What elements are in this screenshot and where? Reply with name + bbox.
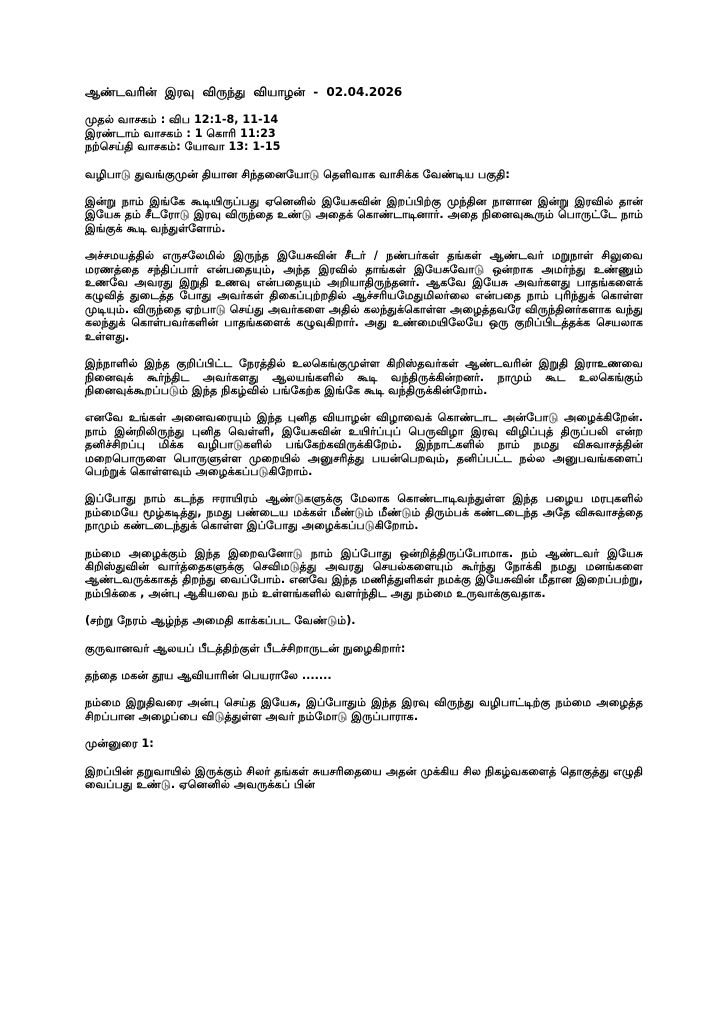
readings-list: [85, 113, 643, 153]
introduction-heading: முன்னுரை 1:: [85, 737, 154, 751]
document-title: ஆண்டவரின் இரவு விருந்து வியாழன் - 02.04.2026: [85, 85, 403, 99]
entrance-instruction: குருவானவர் ஆலயப் பீடத்திற்குள் பீடச்சிறாருடன் நுழைகிறார்:: [85, 641, 406, 655]
paragraph-worldwide: இந்நாளில் இந்த குறிப்பிட்ட நேரத்தில் உலகெங்குமுள்ள கிறிஸ்தவர்கள் ஆண்டவரின் இறுதி இராஉணவை நினைவுக் கூர்ந்திட அவர்களது ஆலயங்களில் கூடி வந்திருக்கின்றனர். நாமும் கூட உலகெங்கும் நினைவுக்கூறப்படும் இந்த நிகழ்வில் பங்கேற்க இங்கே கூடி வந்திருக்கின்றோம்.: [85, 357, 643, 397]
paragraph-invitation: எனவே உங்கள் அனைவரையும் இந்த புனித வியாழன் விழாவைக் கொண்டாட அன்போடு அழைக்கிறேன். நாம் இன்றிலிருந்து புனித வெள்ளி, இயேசுவின் உயிர்ப்புப் பெருவிழா இரவு விழிப்புத் திருப்பலி என்ற தனிச்சிறப்பு மிக்க வழிபாடுகளில் பங்கேற்கவிருக்கிறேம். இந்நாட்களில் நாம் நமது விசுவாசத்தின் மறைபொருளை பொருளுள்ள முறையில் அனுசரித்து பயன்பெறவும், தனிப்பட்ட நல்ல அனுபவங்களைப் பெற்றுக் கொள்ளவும் அழைக்கப்படுகிறோம்.: [85, 411, 643, 478]
introduction-paragraph: இறப்பின் தறுவாயில் இருக்கும் சிலர் தங்கள் சுயசரிதையை அதன் முக்கிய சில நிகழ்வகளைத் தொகுத்து எழுதி வைப்பது உண்டு. ஏனெனில் அவருக்கப் பின்: [85, 764, 643, 792]
first-reading: முதல் வாசகம் : விப 12:1-8, 11-14: [85, 113, 279, 127]
second-reading: இரண்டாம் வாசகம் : 1 கொரி 11:23: [85, 126, 276, 140]
sign-of-cross: தந்தை மகன் தூய ஆவியாரின் பெயராலே .......: [85, 669, 332, 682]
paragraph-union: நம்மை அழைக்கும் இந்த இறைவனோடு நாம் இப்போது ஒன்றித்திருப்போமாக. நம் ஆண்டவர் இயேசு கிறிஸ்துவின் வார்த்தைகளுக்கு செவிமடுத்து அவரது செயல்களையும் கூர்ந்து நோக்கி நமது மனங்களை ஆண்டவருக்காகத் திறந்து வைப்போம். எனவே இந்த மணித்துளிகள் நமக்கு இயேசுவின் மீதான இறைப்பற்று, நம்பிக்கை , அன்பு ஆகியவை நம் உள்ளங்களில் வளர்ந்திட அது நம்மை உருவாக்குவதாக.: [85, 546, 643, 600]
document-page: [85, 86, 643, 805]
silence-instruction: (சற்று நேரம் ஆழ்ந்த அமைதி காக்கப்பட வேண்டும்).: [85, 614, 356, 628]
paragraph-intro: இன்று நாம் இங்கே கூடியிருப்பது ஏனெனில் இயேசுவின் இறப்பிற்கு முந்தின நாளான இன்று இரவில் தான் இயேசு தம் சீடரோடு இரவு விருந்தை உண்டு அதைக் கொண்டாடினார். அதை நினைவுகூரும் பொருட்டே நாம் இங்குக் கூடி வந்துள்ளோம்.: [85, 195, 643, 235]
paragraph-traditions: இப்போது நாம் கடந்த ஈராயிரம் ஆண்டுகளுக்கு மேலாக கொண்டாடிவந்துள்ள இந்த பழைய மரபுகளில் நம்மையே மூழ்கடித்து, நமது பண்டைய மக்கள் மீண்டும் மீண்டும் திரும்பக் கண்டடைந்த அதே விசுவாசத்தை நாமும் கண்டடைந்துக் கொள்ள இப்போது அழைக்கப்படுகிறோம்.: [85, 492, 643, 533]
greeting-paragraph: நம்மை இறுதிவரை அன்பு செய்த இயேசு, இப்போதும் இந்த இரவு விருந்து வழிபாட்டிற்கு நம்மை அழைத்த சிறப்பான அழைப்பை விடுத்துள்ள அவர் நம்மோடு இருப்பாராக.: [85, 696, 643, 723]
gospel-reading: நற்செய்தி வாசகம்: யோவா 13: 1-15: [85, 140, 281, 154]
paragraph-disciples: அச்சமயத்தில் எருசலேமில் இருந்த இயேசுவின் சீடர் / நண்பர்கள் தங்கள் ஆண்டவர் மறுநாள் சிலுவை மரணத்தை சந்திப்பார் என்பதையும், அந்த இரவில் தாங்கள் இயேசுவோடு ஒன்றாக அமர்ந்து உண்ணும் உணவே அவரது இறுதி உணவு என்பதையும் அறியாதிருந்தனர். ஆகவே இயேசு அவர்களது பாதங்களைக் கழுவித் துடைத்த போது அவர்கள் திகைப்புற்றதில் ஆச்சரியமேதுமிலர்லை என்பதை நாம் புரிந்துக் கொள்ள முடியும். விருந்தை ஏற்பாடு செய்து அவர்களை அதில் கலந்துக்கொள்ள அழைத்தவரே விருந்தினர்களாக வந்து கலந்துக் கொள்பவர்களின் பாதங்களைக் கழுவுகிறார். அது உண்மையிலேயே ஒரு குறிப்பிடத்தக்க செயலாக உள்ளது.: [85, 249, 643, 343]
meditation-heading: வழிபாடு துவங்குமுன் தியான சிந்தனையோடு தெளிவாக வாசிக்க வேண்டிய பகுதி:: [85, 167, 510, 181]
